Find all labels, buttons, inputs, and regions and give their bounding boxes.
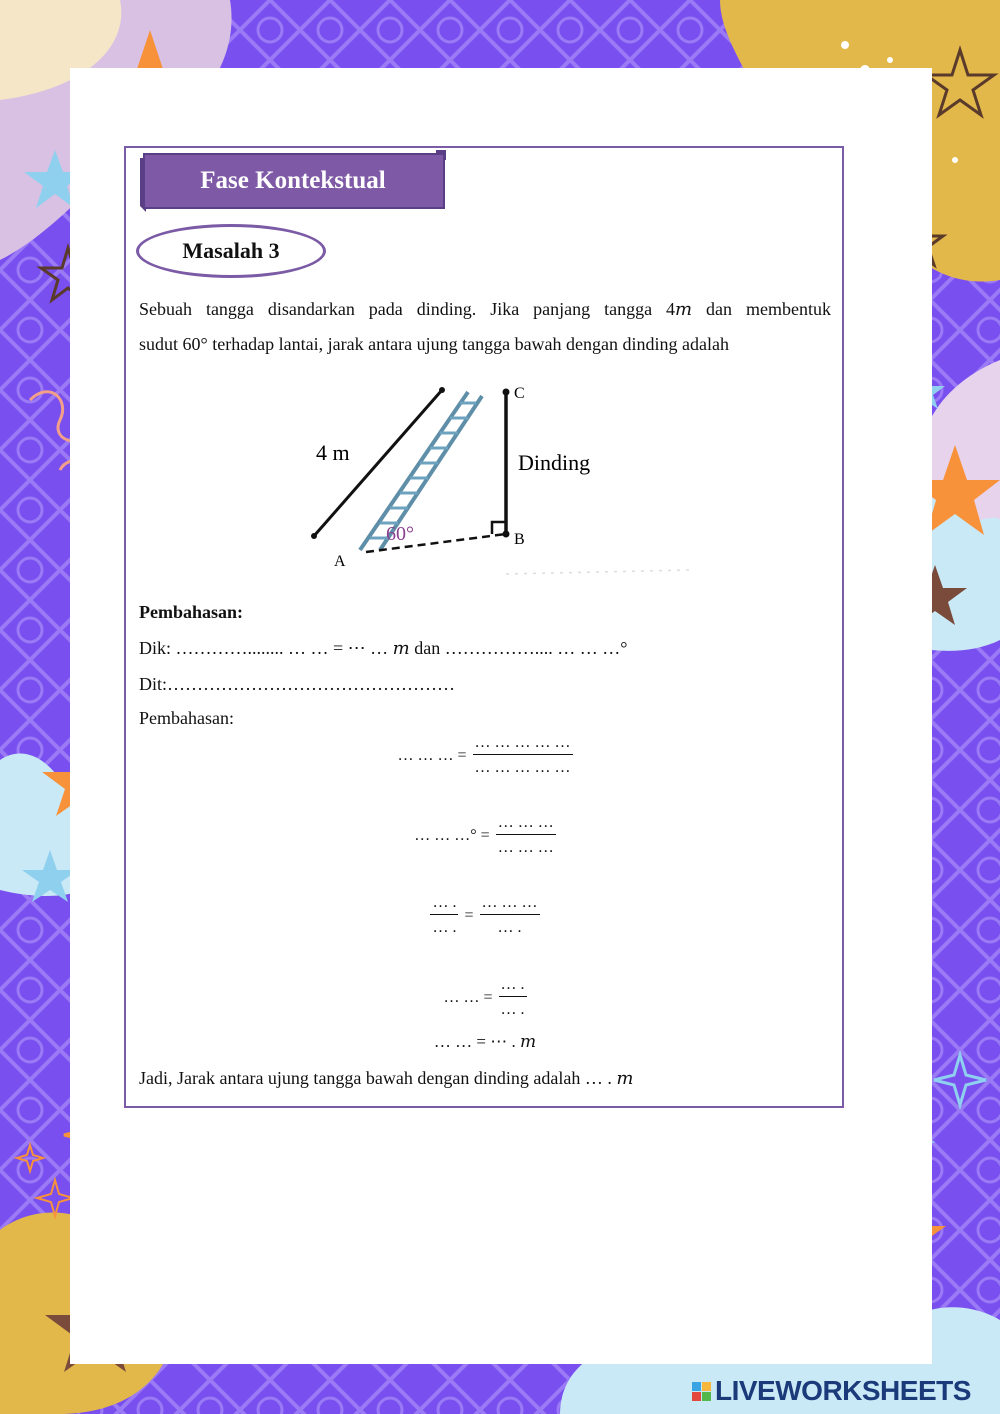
solution-heading: Pembahasan: xyxy=(139,602,244,622)
logo-grid-icon xyxy=(692,1382,711,1401)
conclusion-line: Jadi, Jarak antara ujung tangga bawah dengan dinding adalah … . 𝑚 xyxy=(139,1068,634,1088)
eq4-denominator: … . xyxy=(500,1001,525,1018)
eq3-numerator: … … … xyxy=(480,894,540,915)
eq1-denominator: … … … … … xyxy=(474,759,571,776)
point-b-label: B xyxy=(514,531,525,548)
problem-statement xyxy=(139,292,831,362)
wall-label: Dinding xyxy=(518,450,591,475)
equation-1 xyxy=(139,734,831,777)
eq4-numerator: … . xyxy=(499,976,527,997)
equation-2 xyxy=(139,814,831,857)
equation-4 xyxy=(139,976,831,1019)
ladder-figure xyxy=(300,378,700,578)
point-a-label: A xyxy=(334,553,346,570)
eq3-left-numerator: … . xyxy=(430,894,458,915)
eq3-left-denominator: … . xyxy=(432,919,457,936)
content-card xyxy=(124,146,844,1108)
eq2-numerator: … … … xyxy=(496,814,556,835)
length-label: 4 m xyxy=(316,440,350,465)
discussion-label: Pembahasan: xyxy=(139,708,234,728)
equation-5: … … = ⋯ . 𝑚 xyxy=(433,1032,537,1051)
eq2-lhs: … … …° = xyxy=(414,826,490,844)
liveworksheets-logo[interactable] xyxy=(692,1376,971,1406)
equation-3 xyxy=(139,894,831,937)
eq1-lhs: … … … = xyxy=(397,746,467,764)
eq3-equals: = xyxy=(464,906,474,924)
problem-line-1: Sebuah tangga disandarkan pada dinding. Jika panjang tangga 4𝑚 dan membentuk xyxy=(139,299,831,319)
eq2-denominator: … … … xyxy=(497,839,554,856)
eq3-denominator: … . xyxy=(497,919,522,936)
section-title: Fase Kontekstual xyxy=(200,167,386,194)
eq4-lhs: … … = xyxy=(443,988,493,1006)
problem-label: Masalah 3 xyxy=(136,224,326,278)
point-c-label: C xyxy=(514,385,525,402)
angle-label: 60° xyxy=(386,523,414,545)
asked-line: Dit:………………………………………… xyxy=(139,674,456,694)
problem-line-2: sudut 60° terhadap lantai, jarak antara ujung tangga bawah dengan dinding adalah xyxy=(139,334,729,354)
eq1-numerator: … … … … … xyxy=(473,734,573,755)
logo-text: LIVEWORKSHEETS xyxy=(715,1375,971,1406)
given-line: Dik: …………........ … … = ⋯ … 𝑚 dan …………….... … … …° xyxy=(139,638,628,658)
